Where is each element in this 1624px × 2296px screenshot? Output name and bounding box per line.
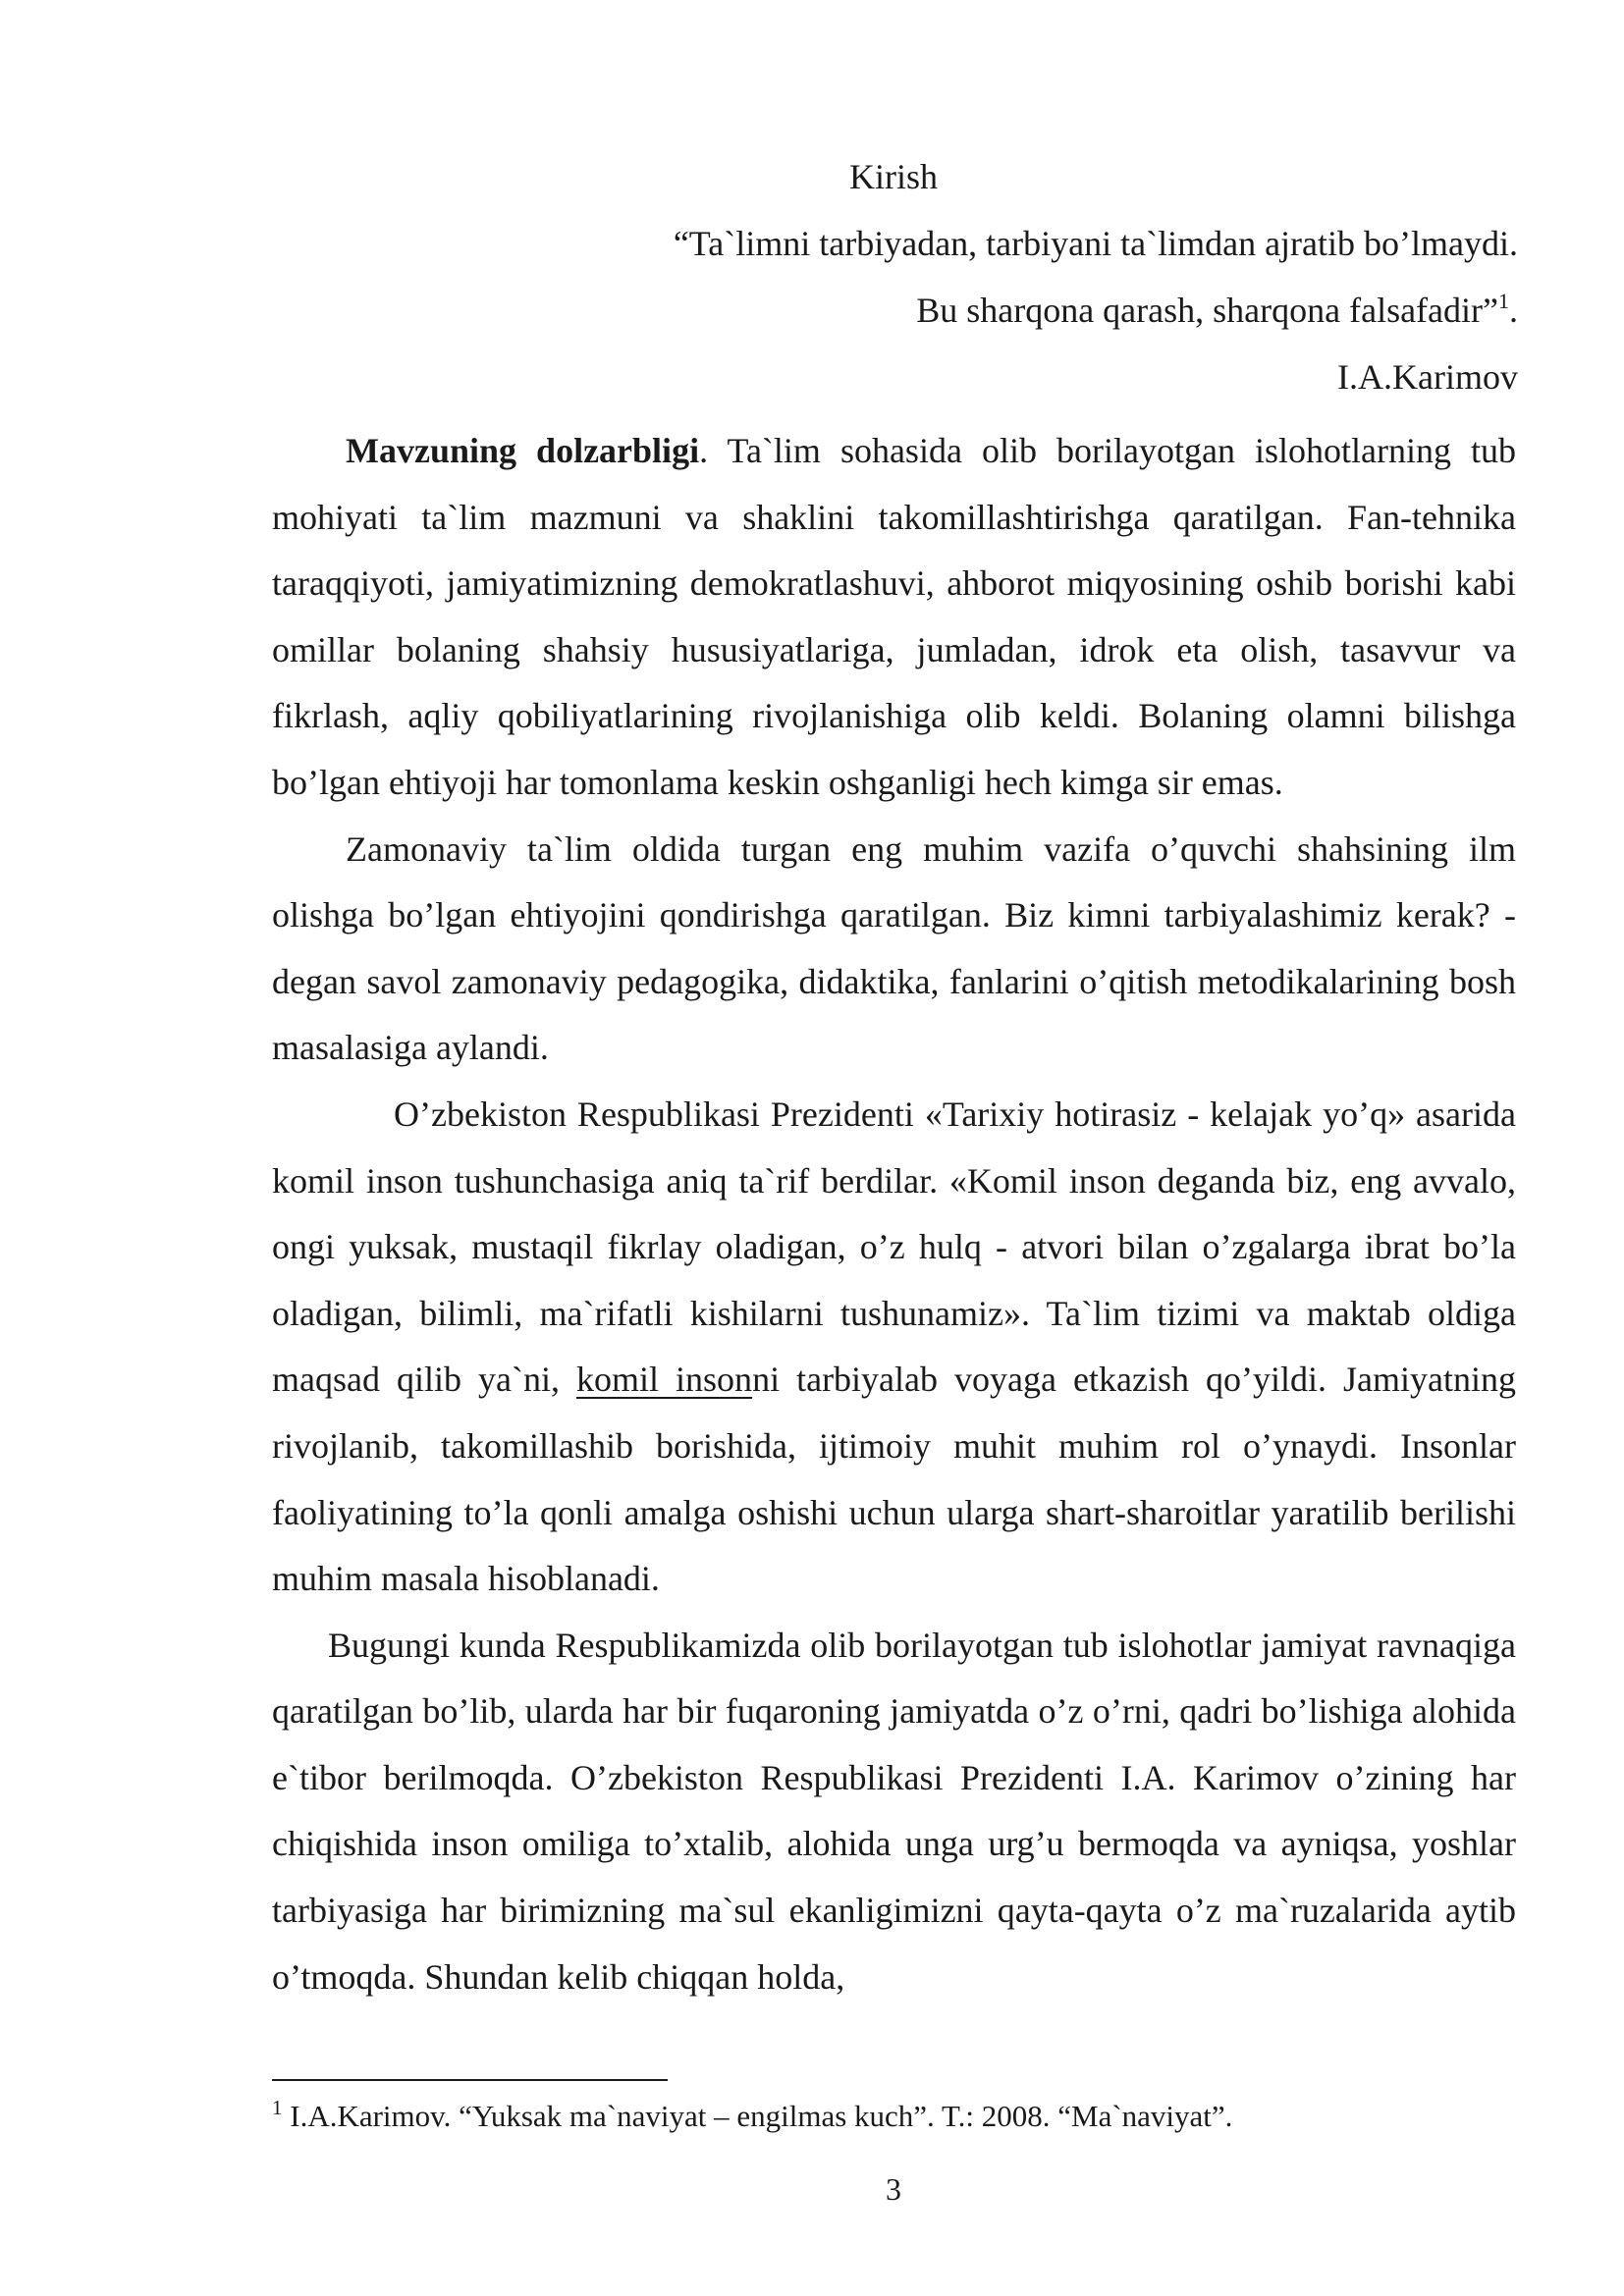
paragraph-text: ni tarbiyalab voyaga etkazish qo’yildi. Jamiyatning rivojlanib, takomillashib borishida, ijtimoiy muhit muhim rol o’ynaydi. Insonlar faoliyatining to’la qonli amalga oshishi uchun ularga shart-sharoitlar yaratilib berilishi muhim masala hisoblanadi.	[272, 1360, 1516, 1599]
paragraph-text: . Ta`lim sohasida olib borilayotgan islohotlarning tub mohiyati ta`lim mazmuni va shaklini takomillashtirishga qaratilgan. Fan-tehnika taraqqiyoti, jamiyatimizning demokratlashuvi, ahborot miqyosining oshib borishi kabi omillar bolaning shahsiy hususiyatlariga, jumladan, idrok eta olish, tasavvur va fikrlash, aqliy qobiliyatlarining rivojlanishiga olib keldi. Bolaning olamni bilishga bo’lgan ehtiyoji har tomonlama keskin oshganligi hech kimga sir emas.	[272, 431, 1516, 802]
paragraph-modern-education: Zamonaviy ta`lim oldida turgan eng muhim vazifa o’quvchi shahsining ilm olishga bo’lgan ehtiyojini qondirishga qaratilgan. Biz kimni tarbiyalashimiz kerak? - degan savol zamonaviy pedagogika, didaktika, fanlarini o’qitish metodikalarining bosh masalasiga aylandi.	[272, 828, 1516, 1068]
epigraph-line-2	[916, 285, 1518, 336]
page-title: Kirish	[849, 157, 938, 196]
epigraph-line-2-end: .	[1509, 291, 1518, 330]
footnote-divider	[272, 2079, 668, 2081]
epigraph-line-2-text: Bu sharqona qarash, sharqona falsafadir”	[916, 291, 1498, 330]
page-number: 3	[886, 2171, 901, 2207]
epigraph-author: I.A.Karimov	[1337, 357, 1518, 397]
komil-inson-link[interactable]: komil inson	[576, 1360, 753, 1400]
paragraph-komil-inson	[272, 1082, 1516, 1613]
footnote-text: I.A.Karimov. “Yuksak ma`naviyat – engilmas kuch”. T.: 2008. “Ma`naviyat”.	[282, 2099, 1233, 2133]
epigraph-line-1: “Ta`limni tarbiyadan, tarbiyani ta`limdan ajratib bo’lmaydi.	[673, 224, 1518, 263]
footnote-mark: 1	[272, 2096, 283, 2119]
paragraph-relevance	[272, 418, 1516, 817]
paragraph-text: O’zbekiston Respublikasi Prezidenti «Tarixiy hotirasiz - kelajak yo’q» asarida komil inson tushunchasiga aniq ta`rif berdilar. «Komil inson deganda biz, eng avvalo, ongi yuksak, mustaqil fikrlay oladigan, o’z hulq - atvori bilan o’zgalarga ibrat bo’la oladigan, bilimli, ma`rifatli kishilarni tushunamiz». Ta`lim tizimi va maktab oldiga maqsad qilib ya`ni,	[272, 1094, 1516, 1400]
paragraph-reforms: Bugungi kunda Respublikamizda olib borilayotgan tub islohotlar jamiyat ravnaqiga qaratilgan bo’lib, ularda har bir fuqaroning jamiyatda o’z o’rni, qadri bo’lishiga alohida e`tibor berilmoqda. O’zbekiston Respublikasi Prezidenti I.A. Karimov o’zining har chiqishida inson omiliga to’xtalib, alohida unga urg’u bermoqda va ayniqsa, yoshlar tarbiyasiga har birimizning ma`sul ekanligimizni qayta-qayta o’z ma`ruzalarida aytib o’tmoqda. Shundan kelib chiqqan holda,	[272, 1625, 1516, 1997]
footnote	[272, 2095, 1232, 2138]
footnote-reference[interactable]: 1	[1498, 289, 1509, 313]
body-text	[272, 418, 1516, 2010]
section-lead: Mavzuning dolzarbligi	[346, 431, 700, 470]
